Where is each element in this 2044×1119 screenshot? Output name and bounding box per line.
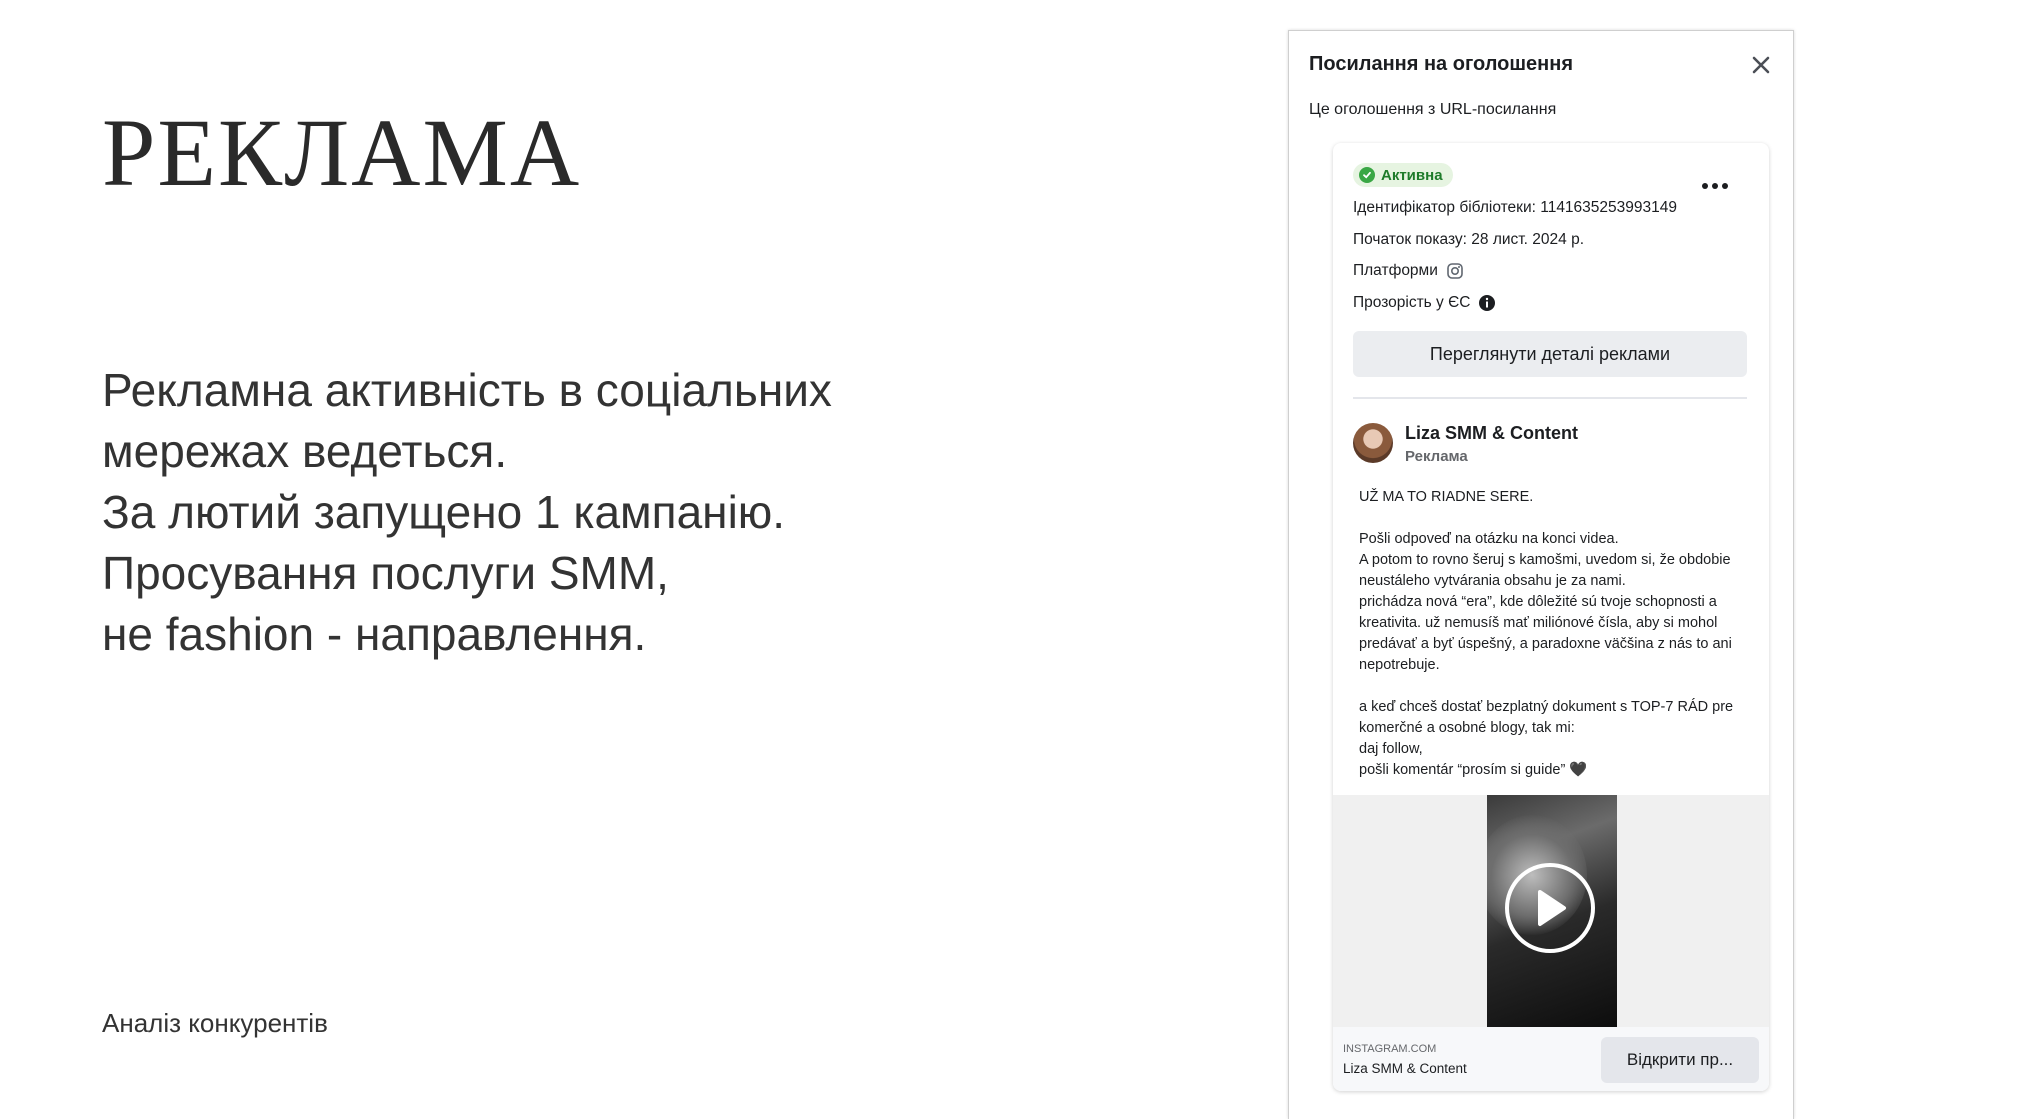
play-button[interactable]: [1505, 863, 1595, 953]
info-icon[interactable]: [1478, 294, 1496, 312]
link-name: Liza SMM & Content: [1343, 1061, 1467, 1076]
sponsored-label: Реклама: [1405, 448, 1468, 465]
open-link-button[interactable]: Відкрити пр...: [1601, 1037, 1759, 1083]
ad-video[interactable]: [1487, 795, 1617, 1027]
body-line: мережах ведеться.: [102, 425, 508, 477]
slide-title: РЕКЛАМА: [102, 99, 582, 206]
platforms-row: [1353, 262, 1464, 280]
status-badge: [1353, 163, 1453, 187]
eu-transparency-label: Прозорість у ЄС: [1353, 294, 1471, 311]
library-id: [1353, 199, 1677, 217]
link-domain: INSTAGRAM.COM: [1343, 1043, 1437, 1055]
avatar[interactable]: [1353, 423, 1393, 463]
library-id-text: Ідентифікатор бібліотеки: 1141635253993149: [1353, 199, 1678, 216]
instagram-icon: [1446, 262, 1464, 280]
ad-link-modal: [1288, 30, 1794, 1119]
start-date: [1353, 231, 1584, 249]
close-button[interactable]: [1747, 51, 1775, 79]
body-line: Просування послуги SMM,: [102, 547, 669, 599]
divider: [1353, 397, 1747, 399]
start-date-text: Початок показу: 28 лист. 2024 р.: [1353, 231, 1584, 248]
eu-transparency-row: [1353, 294, 1496, 312]
modal-subtitle: Це оголошення з URL-посилання: [1309, 101, 1557, 118]
ad-card: [1333, 143, 1769, 1091]
ad-media: [1333, 795, 1769, 1027]
view-ad-details-button[interactable]: Переглянути деталі реклами: [1353, 331, 1747, 377]
page-name[interactable]: Liza SMM & Content: [1405, 423, 1578, 443]
status-label: Активна: [1381, 166, 1443, 184]
check-icon: [1359, 167, 1375, 183]
close-icon: [1751, 55, 1771, 75]
more-icon[interactable]: [1701, 181, 1729, 191]
body-line: не fashion - направлення.: [102, 608, 647, 660]
slide-footer: Аналіз конкурентів: [102, 1008, 328, 1038]
modal-title: Посилання на оголошення: [1309, 53, 1574, 75]
body-line: Рекламна активність в соціальних: [102, 364, 832, 416]
link-footer: [1333, 1027, 1769, 1091]
slide-body-text: [102, 360, 962, 665]
platforms-label: Платформи: [1353, 262, 1438, 279]
play-icon: [1530, 886, 1570, 930]
ad-body-text: UŽ MA TO RIADNE SERE. Pošli odpoveď na otázku na konci videa. A potom to rovno šeruj s kamošmi, uvedom si, že obdobie neustáleho vytvárania obsahu je za nami. prichádza nová “era”, kde dôležité sú tvoje schopnosti a kreativita. už nemusíš mať miliónové čísla, aby si mohol predávať a byť úspešný, a paradoxne väčšina z nás to ani nepotrebuje. a keď chceš dostať bezplatný dokument s TOP-7 RÁD pre komerčné a osobné blogy, tak mi: daj follow, pošli komentár “prosím si guide” 🖤: [1359, 489, 1734, 778]
body-line: За лютий запущено 1 кампанію.: [102, 486, 786, 538]
